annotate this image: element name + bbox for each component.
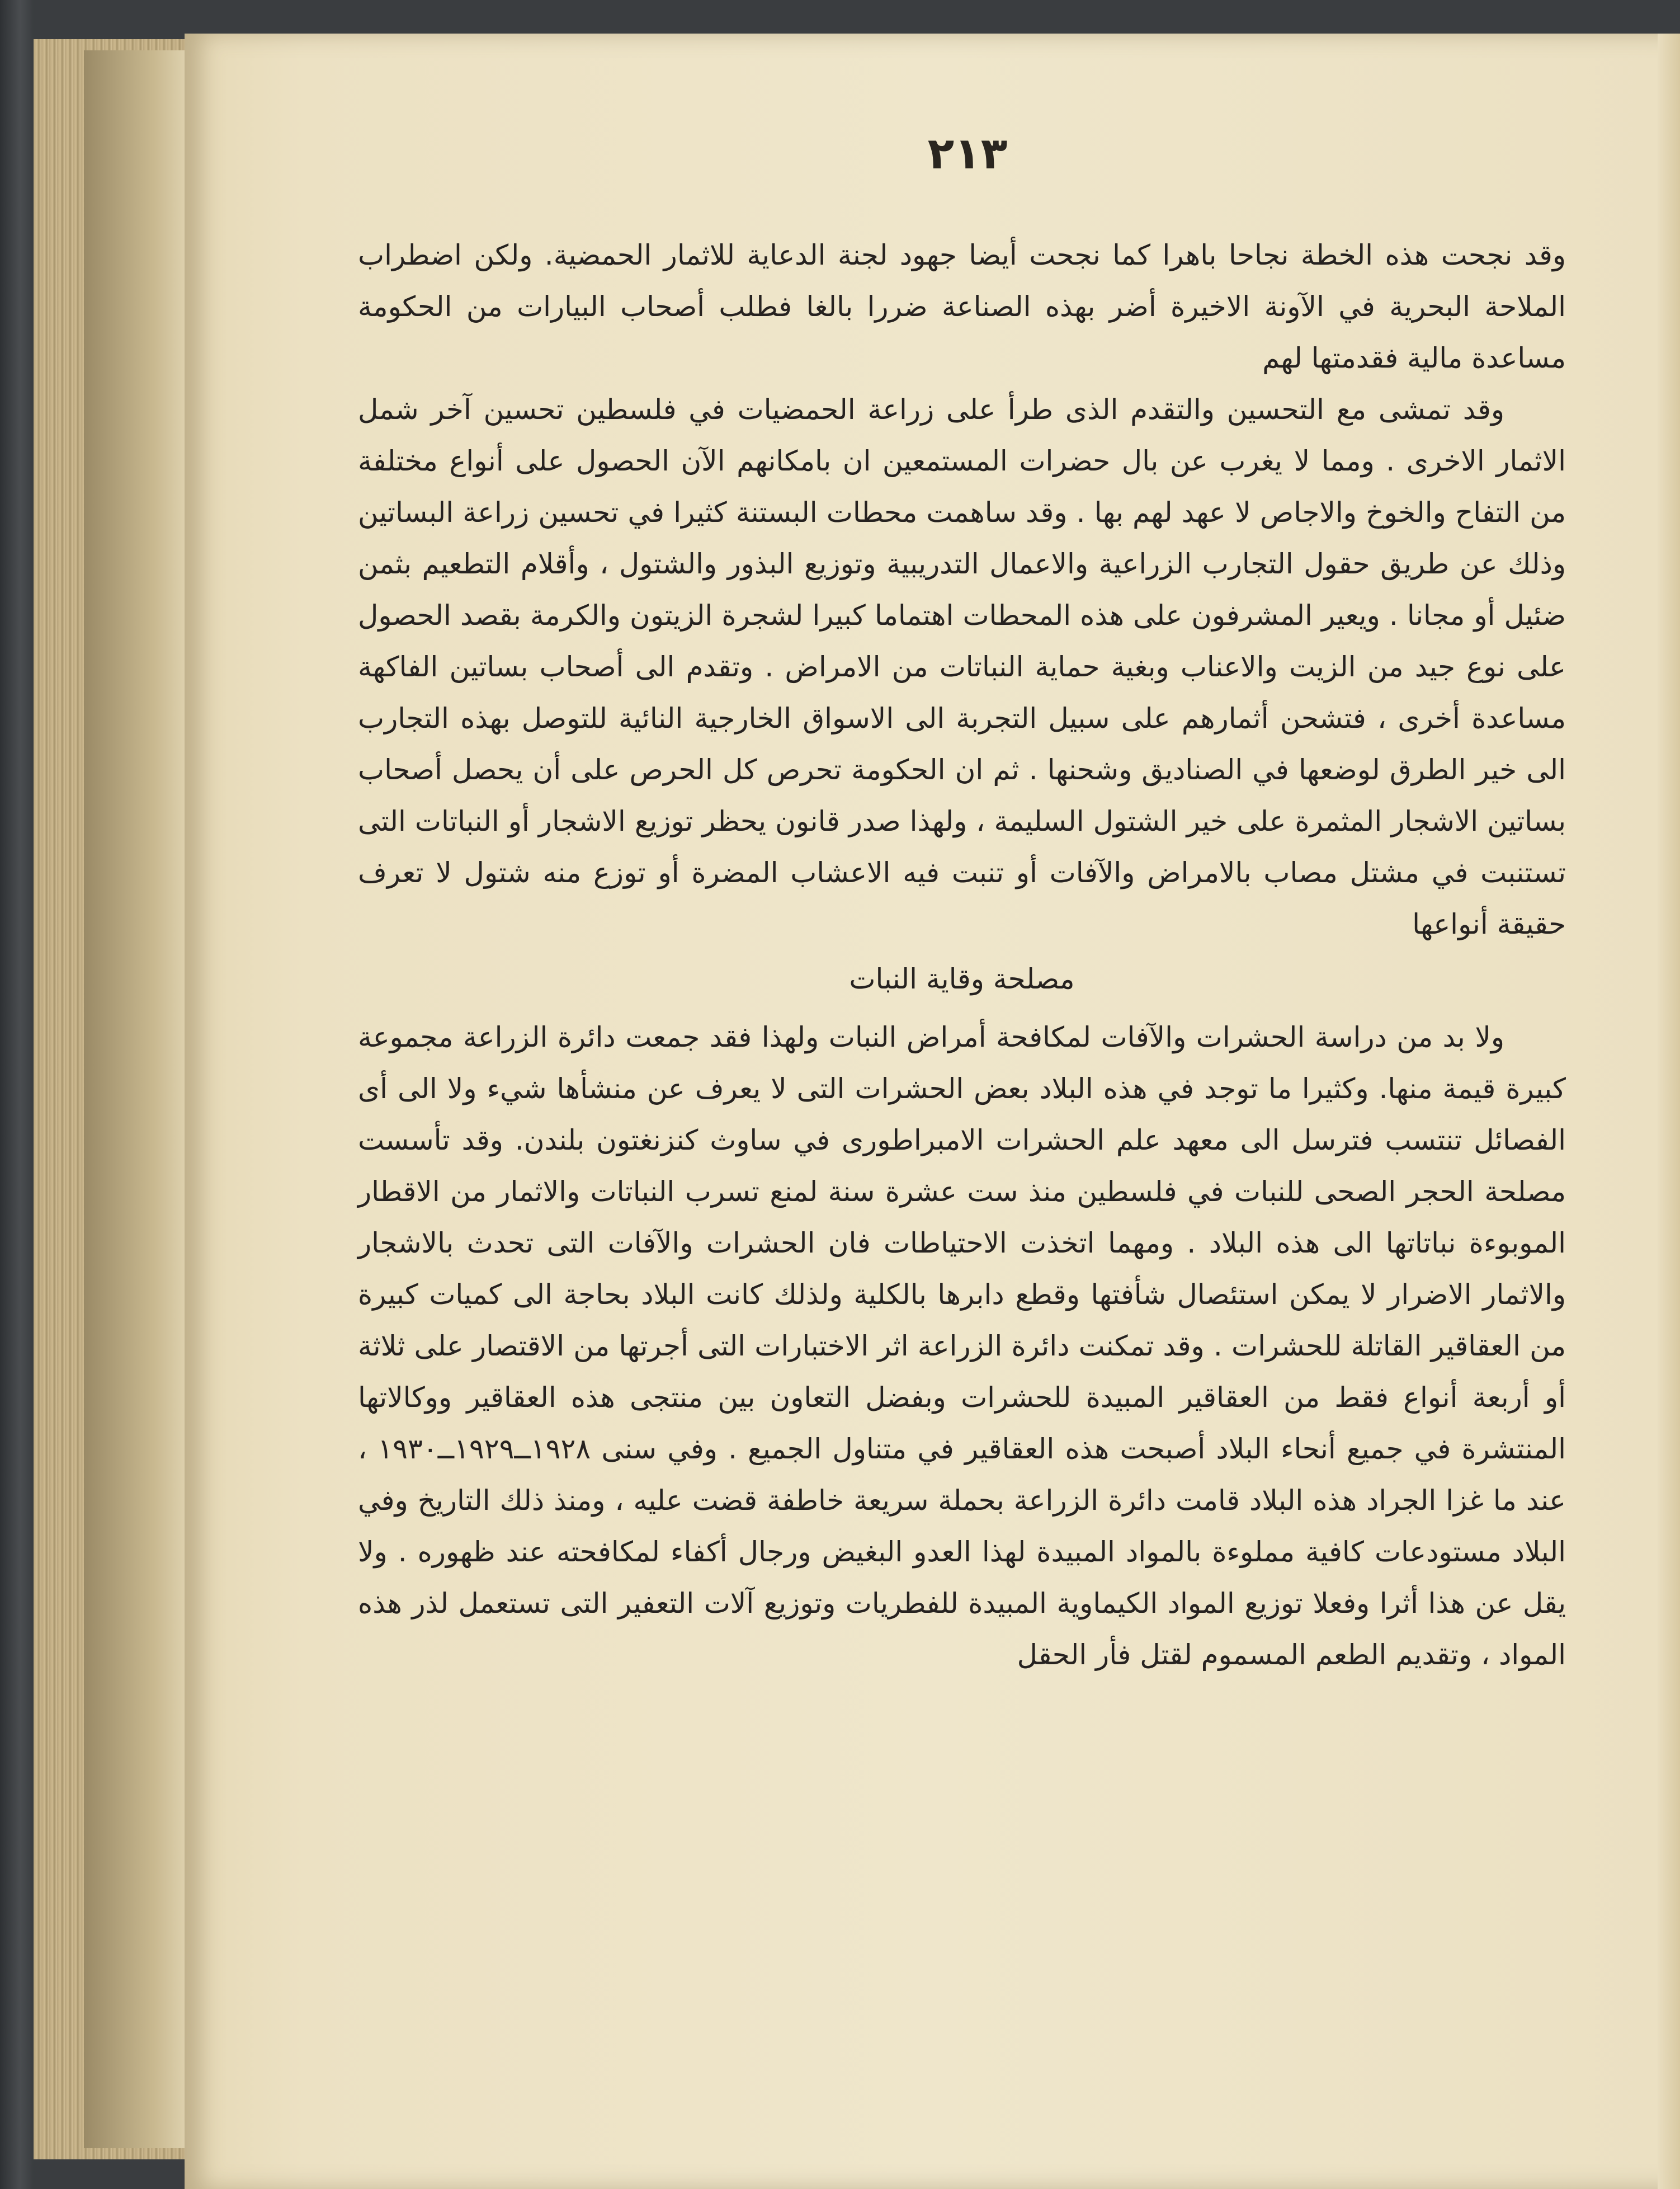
paragraph-3: ولا بد من دراسة الحشرات والآفات لمكافحة أمراض النبات ولهذا فقد جمعت دائرة الزراعة مجموعة كبيرة قيمة منها. وكثيرا ما توجد في هذه البلاد بعض الحشرات التى لا يعرف عن منشأها شيء ولا الى أى الفصائل تنتسب فترسل الى معهد علم الحشرات الامبراطورى في ساوث كنزنغتون بلندن. وقد تأسست مصلحة الحجر الصحى للنبات في فلسطين منذ ست عشرة سنة لمنع تسرب النباتات والاثمار من الاقطار الموبوءة نباتاتها الى هذه البلاد . ومهما اتخذت الاحتياطات فان الحشرات والآفات التى تحدث بالاشجار والاثمار الاضرار لا يمكن استئصال شأفتها وقطع دابرها بالكلية ولذلك كانت البلاد بحاجة الى كميات كبيرة من العقاقير القاتلة للحشرات . وقد تمكنت دائرة الزراعة اثر الاختبارات التى أجرتها من الاقتصار على ثلاثة أو أربعة أنواع فقط من العقاقير المبيدة للحشرات وبفضل التعاون بين منتجى هذه العقاقير ووكالاتها المنتشرة في جميع أنحاء البلاد أصبحت هذه العقاقير في متناول الجميع . وفي سنى ١٩٢٨ــ١٩٢٩ــ١٩٣٠ ، عند ما غزا الجراد هذه البلاد قامت دائرة الزراعة بحملة سريعة خاطفة قضت عليه ، ومنذ ذلك التاريخ وفي البلاد مستودعات كافية مملوءة بالمواد المبيدة لهذا العدو البغيض ورجال أكفاء لمكافحته عند ظهوره . ولا يقل عن هذا أثرا وفعلا توزيع المواد الكيماوية المبيدة للفطريات وتوزيع آلات التعفير التى تستعمل لذر هذه المواد ، وتقديم الطعم المسموم لقتل فأر الحقل <box>358 1021 1566 1671</box>
section-heading: مصلحة وقاية النبات <box>849 963 1075 995</box>
paragraph-2: وقد تمشى مع التحسين والتقدم الذى طرأ على زراعة الحمضيات في فلسطين تحسين آخر شمل الاثمار الاخرى . ومما لا يغرب عن بال حضرات المستمعين ان بامكانهم الآن الحصول على أنواع مختلفة من التفاح والخوخ والاجاص لا عهد لهم بها . وقد ساهمت محطات البستنة كثيرا في تحسين زراعة البساتين وذلك عن طريق حقول التجارب الزراعية والاعمال التدريبية وتوزيع البذور والشتول ، وأقلام التطعيم بثمن ضئيل أو مجانا . ويعير المشرفون على هذه المحطات اهتماما كبيرا لشجرة الزيتون والكرمة بقصد الحصول على نوع جيد من الزيت والاعناب وبغية حماية النباتات من الامراض . وتقدم الى أصحاب بساتين الفاكهة مساعدة أخرى ، فتشحن أثمارهم على سبيل التجربة الى الاسواق الخارجية النائية للتوصل بهذه التجارب الى خير الطرق لوضعها في الصناديق وشحنها . ثم ان الحكومة تحرص كل الحرص على أن يحصل أصحاب بساتين الاشجار المثمرة على خير الشتول السليمة ، ولهذا صدر قانون يحظر توزيع الاشجار أو النباتات التى تستنبت في مشتل مصاب بالامراض والآفات أو تنبت فيه الاعشاب المضرة أو توزع منه شتول لا تعرف حقيقة أنواعها <box>358 393 1566 940</box>
paragraph-1: وقد نجحت هذه الخطة نجاحا باهرا كما نجحت أيضا جهود لجنة الدعاية للاثمار الحمضية. ولكن اضطراب الملاحة البحرية في الآونة الاخيرة أضر بهذه الصناعة ضررا بالغا فطلب أصحاب البيارات من الحكومة مساعدة مالية فقدمتها لهم <box>358 239 1566 374</box>
gutter-shadow <box>84 50 185 2148</box>
page-right-edge <box>1658 34 1680 2189</box>
body-text <box>358 229 1566 1680</box>
book-spine <box>0 0 34 2189</box>
page-number: ٢١٣ <box>927 129 1008 179</box>
